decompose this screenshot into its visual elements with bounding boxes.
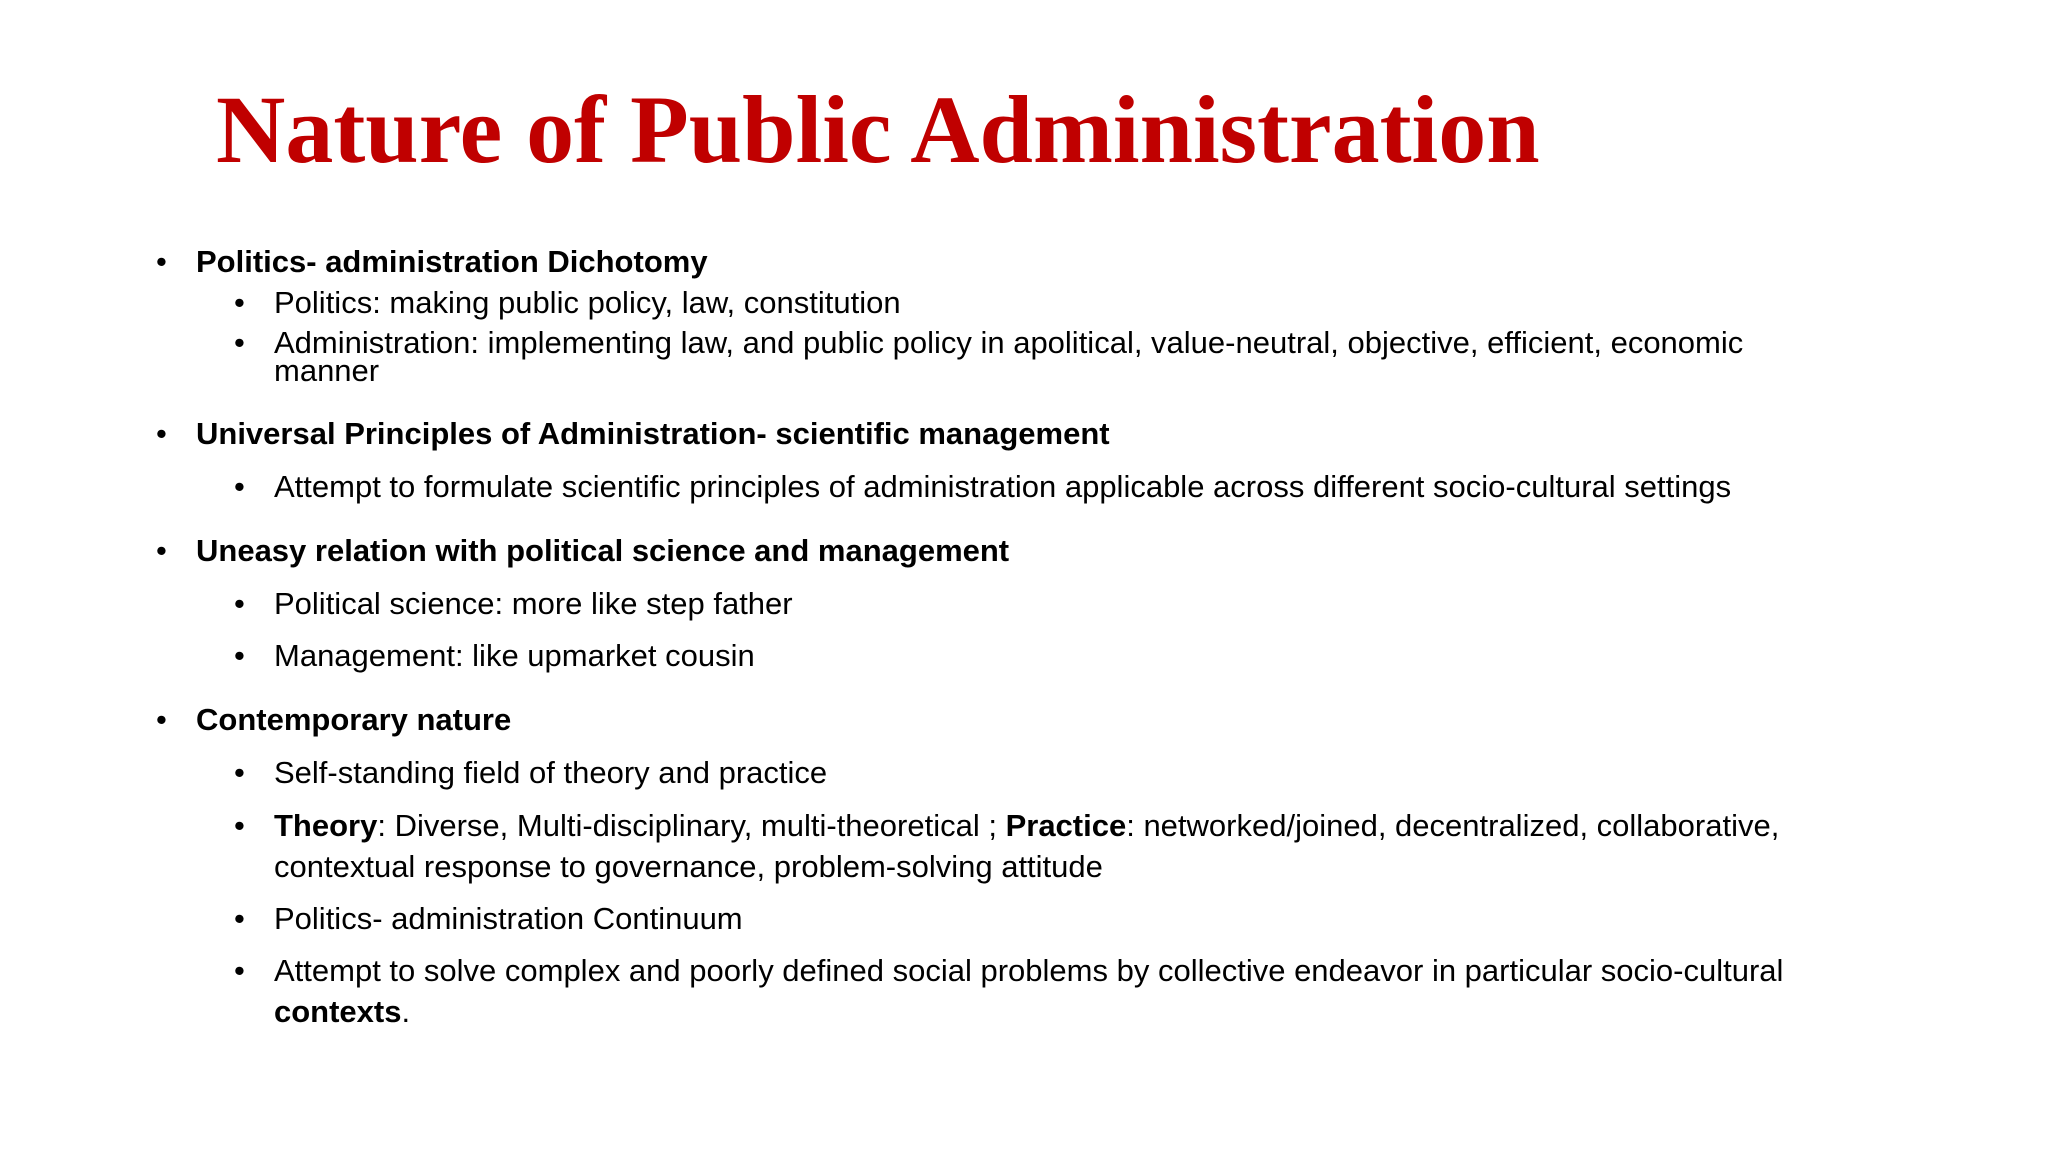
- list-item-theory-practice: [274, 807, 1779, 845]
- contexts-bold: contexts: [274, 994, 402, 1029]
- slide-title: Nature of Public Administration: [216, 76, 1540, 183]
- section-heading-uneasy-relation: Uneasy relation with political science and management: [196, 533, 1010, 568]
- section-heading-universal-principles: Universal Principles of Administration- scientific management: [196, 416, 1110, 451]
- practice-label: Practice: [1005, 808, 1127, 843]
- list-item: Political science: more like step father: [274, 586, 793, 621]
- list-item: Self-standing field of theory and practice: [274, 755, 828, 790]
- list-item: Attempt to formulate scientific principles of administration applicable across different socio-cultural settings: [274, 469, 1732, 504]
- bullet-icon: •: [234, 755, 245, 790]
- bullet-icon: •: [156, 244, 167, 279]
- list-item-continuation: [274, 993, 410, 1031]
- list-item: Politics: making public policy, law, constitution: [274, 285, 901, 320]
- section-heading-dichotomy: Politics- administration Dichotomy: [196, 244, 708, 279]
- practice-text: : networked/joined, decentralized, collaborative,: [1126, 808, 1780, 843]
- contexts-tail: .: [401, 994, 411, 1029]
- bullet-icon: •: [234, 901, 245, 936]
- bullet-icon: •: [156, 416, 167, 451]
- list-item-continuation: manner: [274, 353, 380, 388]
- list-item: Administration: implementing law, and public policy in apolitical, value-neutral, objective, efficient, economic: [274, 325, 1744, 360]
- bullet-icon: •: [156, 702, 167, 737]
- bullet-icon: •: [234, 586, 245, 621]
- theory-text: : Diverse, Multi-disciplinary, multi-theoretical ;: [377, 808, 1006, 843]
- bullet-icon: •: [234, 808, 245, 843]
- list-item: Politics- administration Continuum: [274, 901, 743, 936]
- bullet-icon: •: [234, 285, 245, 320]
- section-heading-contemporary-nature: Contemporary nature: [196, 702, 512, 737]
- bullet-icon: •: [234, 638, 245, 673]
- bullet-icon: •: [234, 953, 245, 988]
- list-item: Management: like upmarket cousin: [274, 638, 755, 673]
- list-item-continuation: contextual response to governance, problem-solving attitude: [274, 849, 1103, 884]
- list-item: Attempt to solve complex and poorly defined social problems by collective endeavor in particular socio-cultural: [274, 953, 1784, 988]
- bullet-icon: •: [234, 325, 245, 360]
- theory-label: Theory: [274, 808, 378, 843]
- bullet-icon: •: [234, 469, 245, 504]
- bullet-icon: •: [156, 533, 167, 568]
